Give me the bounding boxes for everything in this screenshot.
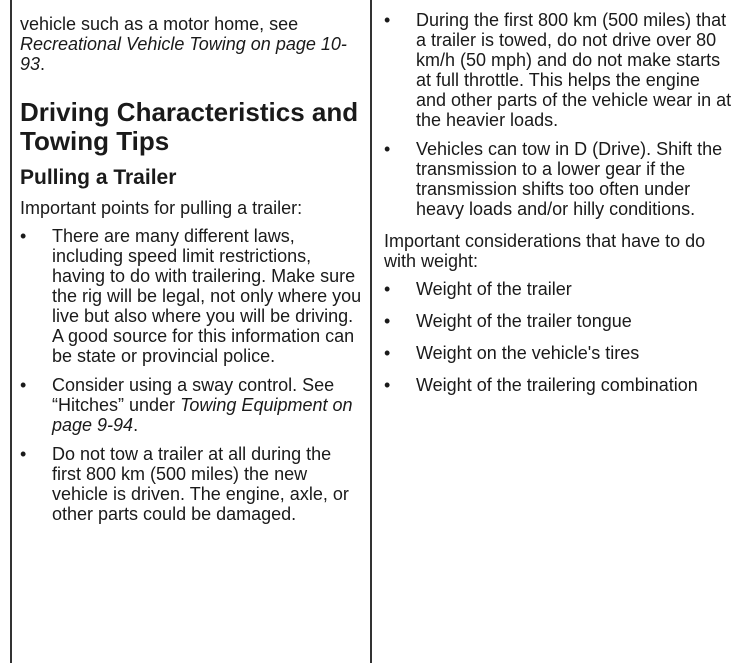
bullet-glyph: •: [384, 343, 391, 363]
list-item-text: Weight of the trailer tongue: [416, 311, 632, 331]
list-item-text: There are many different laws, including speed limit restrictions, having to do with trailering. Make sure the rig will be legal, not only where you live but also where you will be driving. A good source for this information can be state or provincial police.: [52, 226, 362, 366]
list-item: [384, 10, 734, 130]
list-item-text-end: .: [133, 415, 139, 435]
list-item-text: During the first 800 km (500 miles) that a trailer is towed, do not drive over 80 km/h (50 mph) and do not make starts at full throttle. This helps the engine and other parts of the vehicle wear in at the heavier loads.: [416, 10, 732, 130]
cross-reference-link[interactable]: Towing Equipment on page 9-94: [52, 395, 353, 435]
list-item: [20, 375, 362, 435]
bullet-glyph: •: [20, 226, 27, 246]
subsection-title: Pulling a Trailer: [20, 166, 177, 189]
continued-text: vehicle such as a motor home, see: [20, 14, 299, 34]
trailer-points-list: [20, 226, 362, 524]
list-item: [384, 139, 734, 219]
right-column: [384, 10, 734, 407]
list-item-text: Weight of the trailer: [416, 279, 572, 299]
left-column: [20, 14, 362, 533]
section-title: Driving Characteristics and Towing Tips: [20, 97, 359, 156]
weight-intro: Important considerations that have to do with weight:: [384, 231, 706, 271]
cross-reference-link[interactable]: Recreational Vehicle Towing on page 10-93: [20, 34, 347, 74]
list-item: [20, 226, 362, 366]
continued-text-end: .: [40, 54, 46, 74]
weight-considerations-list: [384, 279, 734, 395]
list-item: [20, 444, 362, 524]
bullet-glyph: •: [20, 375, 27, 395]
bullet-glyph: •: [384, 139, 391, 159]
list-item: [384, 343, 734, 363]
trailer-intro: Important points for pulling a trailer:: [20, 198, 303, 218]
list-item-text: Consider using a sway control. See “Hitches” under: [52, 375, 335, 415]
list-item: [384, 375, 734, 395]
bullet-glyph: •: [384, 311, 391, 331]
trailer-points-list-continued: [384, 10, 734, 219]
list-item-text: Do not tow a trailer at all during the first 800 km (500 miles) the new vehicle is driven. The engine, axle, or other parts could be damaged.: [52, 444, 349, 524]
bullet-glyph: •: [384, 375, 391, 395]
bullet-glyph: •: [20, 444, 27, 464]
list-item: [384, 311, 734, 331]
list-item: [384, 279, 734, 299]
continued-paragraph: [20, 14, 362, 74]
list-item-text: Weight on the vehicle's tires: [416, 343, 640, 363]
bullet-glyph: •: [384, 10, 391, 30]
list-item-text: Weight of the trailering combination: [416, 375, 698, 395]
list-item-text: Vehicles can tow in D (Drive). Shift the transmission to a lower gear if the transmission shifts too often under heavy loads and/or hilly conditions.: [416, 139, 723, 219]
left-margin-rule: [10, 0, 12, 663]
column-divider: [370, 0, 372, 663]
bullet-glyph: •: [384, 279, 391, 299]
